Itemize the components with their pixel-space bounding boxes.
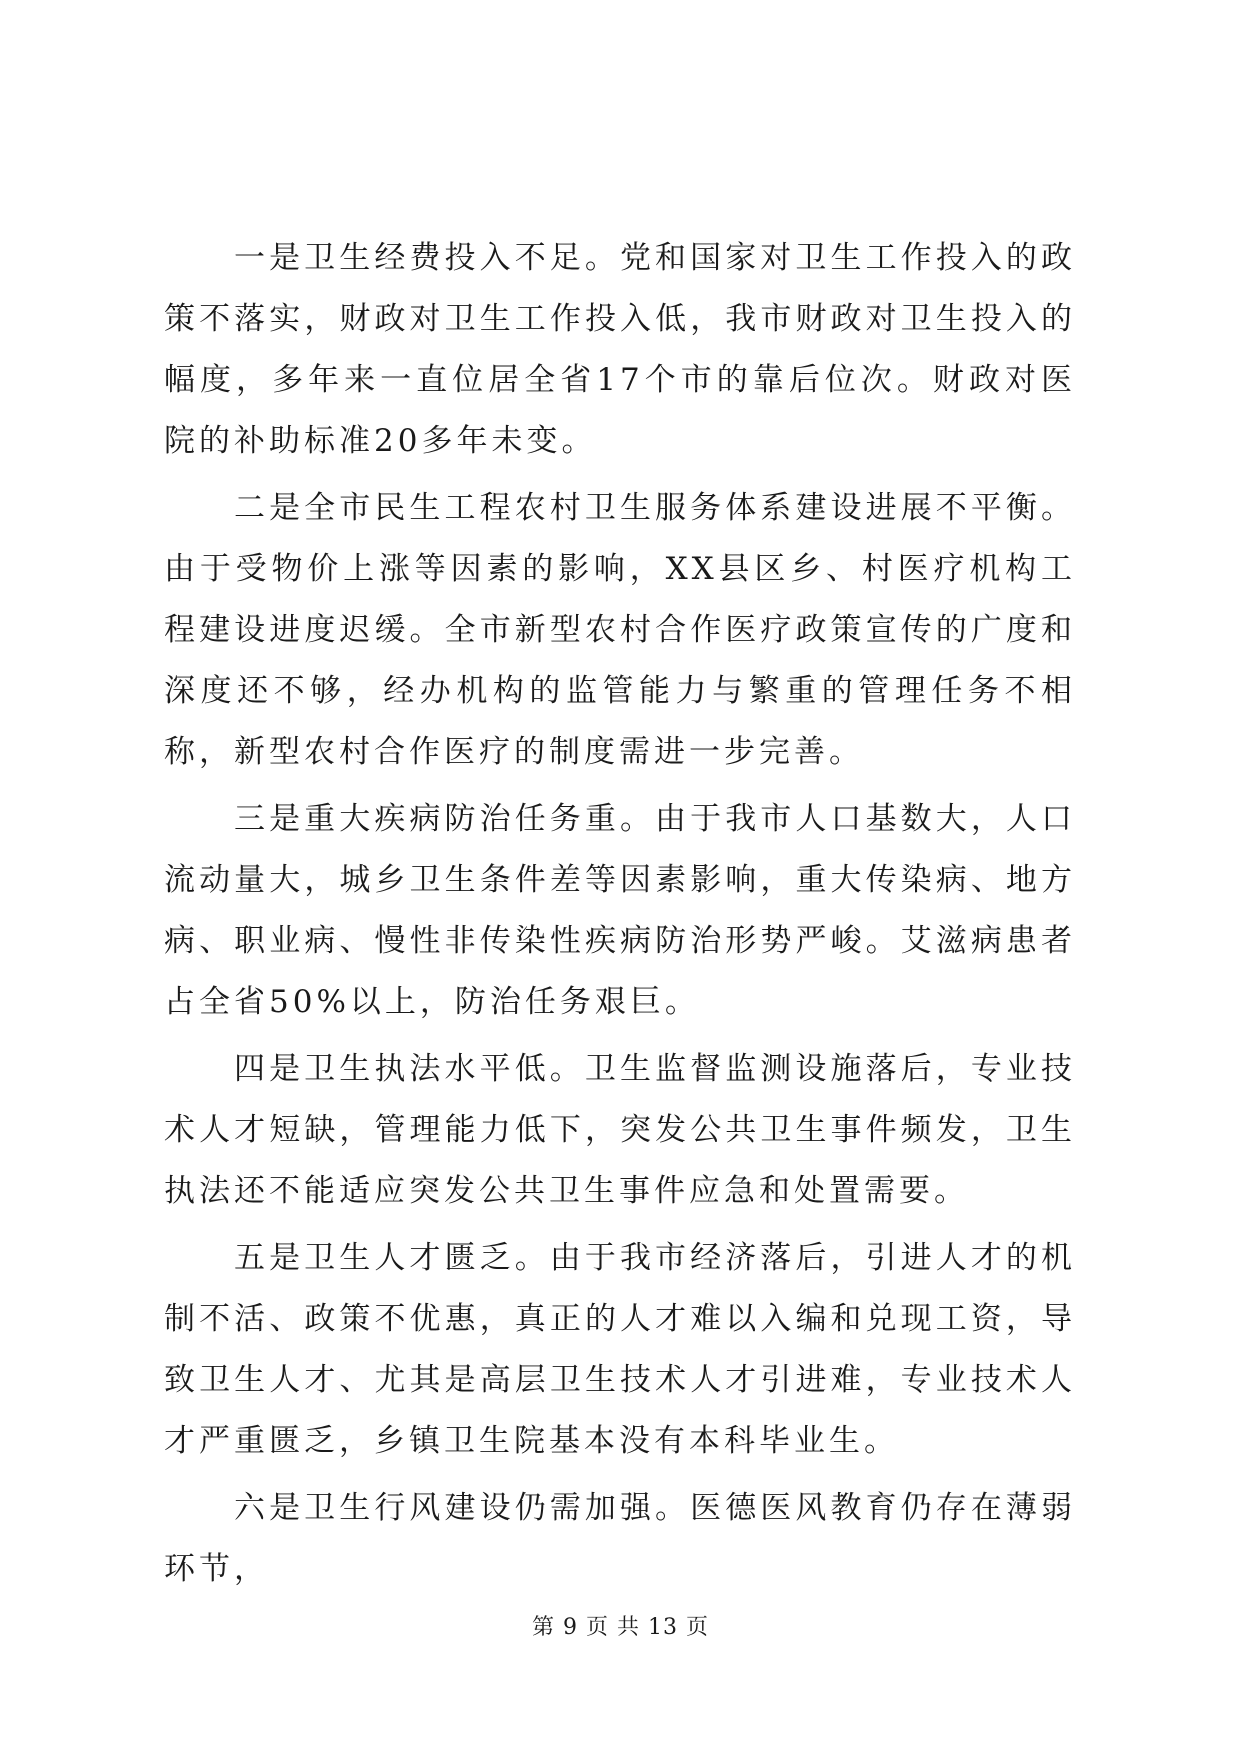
paragraph-6: 六是卫生行风建设仍需加强。医德医风教育仍存在薄弱环节， [164, 1490, 1076, 1587]
paragraph-4: 四是卫生执法水平低。卫生监督监测设施落后，专业技术人才短缺，管理能力低下，突发公共卫生事件频发，卫生执法还不能适应突发公共卫生事件应急和处置需要。 [164, 1051, 1076, 1209]
paragraph-1: 一是卫生经费投入不足。党和国家对卫生工作投入的政策不落实，财政对卫生工作投入低，我市财政对卫生投入的幅度，多年来一直位居全省17个市的靠后位次。财政对医院的补助标准20多年未变。 [164, 240, 1076, 459]
document-body [164, 228, 1076, 1606]
paragraph-3: 三是重大疾病防治任务重。由于我市人口基数大，人口流动量大，城乡卫生条件差等因素影响，重大传染病、地方病、职业病、慢性非传染性疾病防治形势严峻。艾滋病患者占全省50%以上，防治任务艰巨。 [164, 801, 1076, 1020]
page-number-label: 第 9 页 共 13 页 [532, 1615, 709, 1640]
paragraph-5: 五是卫生人才匮乏。由于我市经济落后，引进人才的机制不活、政策不优惠，真正的人才难以入编和兑现工资，导致卫生人才、尤其是高层卫生技术人才引进难，专业技术人才严重匮乏，乡镇卫生院基本没有本科毕业生。 [164, 1240, 1076, 1459]
page-footer [0, 1610, 1241, 1641]
paragraph-2: 二是全市民生工程农村卫生服务体系建设进展不平衡。由于受物价上涨等因素的影响，XX县区乡、村医疗机构工程建设进度迟缓。全市新型农村合作医疗政策宣传的广度和深度还不够，经办机构的监管能力与繁重的管理任务不相称，新型农村合作医疗的制度需进一步完善。 [164, 490, 1076, 770]
